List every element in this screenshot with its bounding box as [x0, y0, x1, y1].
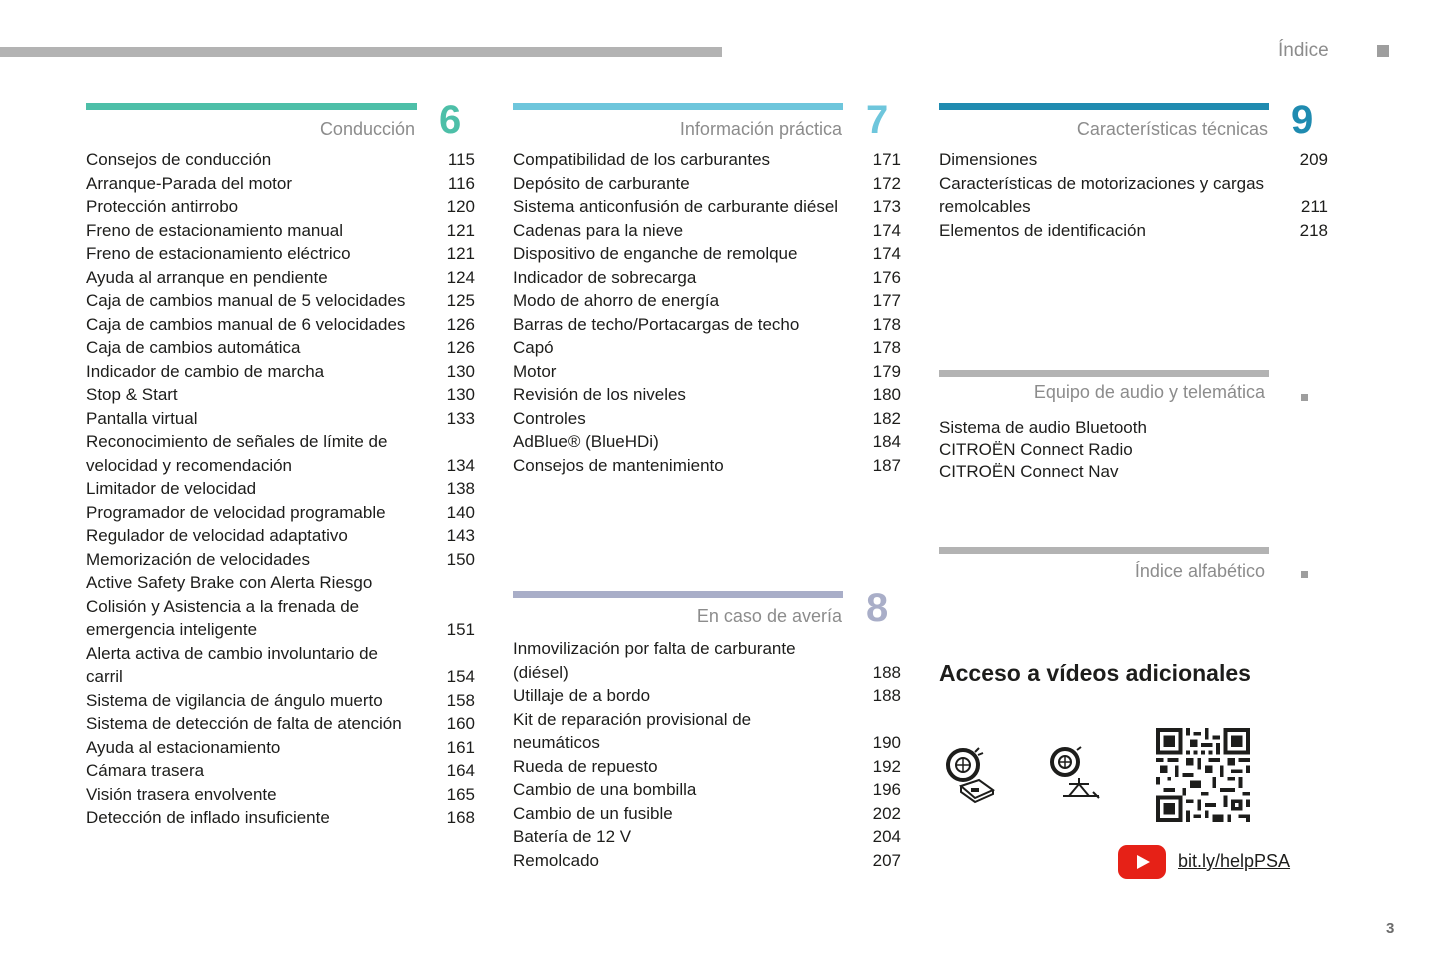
- section-7-title[interactable]: Información práctica: [679, 119, 842, 139]
- section-9-number: 9: [1291, 98, 1314, 142]
- toc-entry[interactable]: [86, 689, 475, 713]
- toc-entry[interactable]: [513, 383, 901, 407]
- toc-entry-label: Modo de ahorro de energía: [513, 291, 720, 310]
- videos-heading: Acceso a vídeos adicionales: [939, 660, 1251, 686]
- toc-entry[interactable]: [86, 548, 475, 572]
- toc-entry[interactable]: [86, 266, 475, 290]
- section-6-bar: [86, 103, 417, 110]
- toc-entry-page: 130: [446, 361, 475, 381]
- toc-entry-label: Detección de inflado insuficiente: [86, 808, 330, 827]
- toc-entry-label: Remolcado: [513, 850, 599, 870]
- toc-entry-page: 133: [446, 408, 475, 428]
- audio-section-bar: [939, 370, 1269, 377]
- audio-section-title[interactable]: Equipo de audio y telemática: [1033, 382, 1265, 402]
- toc-entry-page: 173: [872, 197, 901, 216]
- toc-entry-label: Consejos de conducción: [86, 150, 272, 169]
- toc-entry[interactable]: [939, 148, 1328, 172]
- toc-entry-label: Caja de cambios manual de 5 velocidades: [86, 291, 406, 310]
- toc-entry-label: Dispositivo de enganche de remolque: [513, 244, 798, 263]
- toc-entry-label: Depósito de carburante: [513, 173, 690, 193]
- toc-entry[interactable]: [86, 219, 475, 243]
- audio-item[interactable]: CITROËN Connect Nav: [939, 462, 1119, 481]
- toc-entry[interactable]: [513, 148, 901, 172]
- toc-entry[interactable]: [513, 684, 901, 708]
- toc-entry[interactable]: [86, 759, 475, 783]
- toc-entry-label: Indicador de cambio de marcha: [86, 361, 325, 381]
- toc-entry[interactable]: [513, 825, 901, 849]
- toc-entry-page: 188: [872, 686, 901, 705]
- toc-entry-label: Arranque-Parada del motor: [86, 173, 293, 193]
- toc-entry-page: 161: [446, 737, 475, 757]
- toc-entry-page: 151: [446, 620, 475, 639]
- toc-entry-page: 115: [447, 150, 475, 169]
- toc-entry-label: AdBlue® (BlueHDi): [513, 432, 659, 451]
- help-video-link[interactable]: bit.ly/helpPSA: [1178, 851, 1291, 871]
- toc-entry[interactable]: [86, 242, 475, 266]
- toc-entry-page: 179: [872, 361, 901, 381]
- toc-entry[interactable]: [513, 195, 901, 219]
- toc-entry[interactable]: [513, 708, 901, 755]
- header-bar: [0, 47, 722, 57]
- section-6-title[interactable]: Conducción: [319, 119, 415, 139]
- toc-entry-label: Capó: [513, 338, 554, 357]
- header-square-marker: [1377, 45, 1389, 57]
- toc-entry[interactable]: [939, 219, 1328, 243]
- toc-entry-page: 140: [446, 502, 475, 522]
- toc-entry[interactable]: [86, 571, 475, 642]
- toc-entry[interactable]: [86, 313, 475, 337]
- section-6-number: 6: [439, 98, 462, 142]
- audio-item[interactable]: CITROËN Connect Radio: [939, 440, 1133, 459]
- toc-entry-page: 154: [446, 667, 475, 686]
- toc-entry-label: Protección antirrobo: [86, 197, 239, 216]
- section-7-bar: [513, 103, 843, 110]
- toc-entry-label: Pantalla virtual: [86, 408, 198, 428]
- toc-entry-label: Regulador de velocidad adaptativo: [86, 526, 348, 545]
- toc-entry-label: Cambio de una bombilla: [513, 780, 697, 799]
- toc-entry-page: 164: [446, 761, 475, 780]
- section-8-number: 8: [866, 586, 889, 630]
- section-8-list: [513, 637, 901, 872]
- toc-entry[interactable]: [939, 172, 1328, 219]
- toc-entry-label: Revisión de los niveles: [513, 385, 686, 404]
- toc-entry-label: Active Safety Brake con Alerta Riesgo Colisión y Asistencia a la frenada de emergencia inteligente: [86, 573, 373, 639]
- toc-entry-label: Cambio de un fusible: [513, 803, 673, 823]
- toc-entry-label: Sistema anticonfusión de carburante diésel: [513, 197, 839, 216]
- toc-entry-page: 192: [872, 756, 901, 776]
- toc-entry[interactable]: [86, 407, 475, 431]
- toc-entry-page: 171: [872, 150, 901, 169]
- toc-entry[interactable]: [513, 430, 901, 454]
- toc-entry-page: 178: [872, 314, 901, 334]
- qr-code-icon[interactable]: [1156, 728, 1250, 822]
- toc-entry-page: 177: [872, 291, 901, 310]
- alpha-index-title[interactable]: Índice alfabético: [1134, 561, 1265, 581]
- toc-entry-label: Kit de reparación provisional de neumáticos: [513, 709, 752, 752]
- toc-entry-label: Motor: [513, 361, 557, 381]
- toc-entry[interactable]: [86, 289, 475, 313]
- toc-entry-label: Dimensiones: [939, 150, 1038, 169]
- toc-entry[interactable]: [86, 148, 475, 172]
- audio-section-marker: [1301, 394, 1308, 401]
- toc-entry[interactable]: [86, 736, 475, 760]
- toc-entry[interactable]: [86, 783, 475, 807]
- toc-entry-page: 218: [1299, 220, 1328, 240]
- toc-entry[interactable]: [513, 360, 901, 384]
- toc-entry[interactable]: [513, 242, 901, 266]
- toc-entry-page: 121: [446, 220, 475, 240]
- toc-entry-page: 130: [446, 385, 475, 404]
- alpha-index-bar: [939, 547, 1269, 554]
- toc-entry[interactable]: [86, 195, 475, 219]
- toc-entry[interactable]: [513, 172, 901, 196]
- toc-entry-page: 143: [446, 526, 475, 545]
- alpha-index-marker: [1301, 571, 1308, 578]
- toc-entry-label: Batería de 12 V: [513, 827, 632, 846]
- toc-entry-page: 121: [446, 244, 475, 263]
- toc-entry-page: 180: [872, 385, 901, 404]
- toc-entry-label: Controles: [513, 408, 586, 428]
- toc-entry[interactable]: [86, 806, 475, 830]
- toc-entry[interactable]: [513, 637, 901, 684]
- toc-entry-label: Indicador de sobrecarga: [513, 267, 697, 287]
- page-title: Índice: [1278, 40, 1329, 61]
- toc-entry[interactable]: [86, 383, 475, 407]
- toc-entry[interactable]: [513, 266, 901, 290]
- toc-entry-label: Visión trasera envolvente: [86, 784, 277, 804]
- toc-entry-label: Ayuda al arranque en pendiente: [86, 267, 328, 287]
- toc-entry-page: 126: [446, 338, 475, 357]
- toc-entry-page: 188: [872, 662, 901, 682]
- toc-entry-page: 134: [446, 455, 475, 475]
- toc-entry-label: Características de motorizaciones y cargas remolcables: [939, 173, 1265, 216]
- toc-entry-label: Barras de techo/Portacargas de techo: [513, 314, 800, 334]
- section-8-bar: [513, 591, 843, 598]
- toc-entry-label: Rueda de repuesto: [513, 756, 658, 776]
- toc-entry[interactable]: [513, 407, 901, 431]
- toc-entry[interactable]: [86, 430, 475, 477]
- toc-entry-page: 168: [446, 808, 475, 827]
- section-9-bar: [939, 103, 1269, 110]
- youtube-icon[interactable]: [1118, 845, 1166, 879]
- toc-entry[interactable]: [86, 501, 475, 525]
- toc-entry-page: 165: [446, 784, 475, 804]
- toc-entry-label: Sistema de detección de falta de atención: [86, 714, 402, 733]
- toc-entry-label: Cámara trasera: [86, 761, 205, 780]
- toc-entry-page: 124: [446, 267, 475, 287]
- toc-entry[interactable]: [513, 289, 901, 313]
- spare-wheel-jack-icon[interactable]: [1047, 746, 1103, 804]
- toc-entry[interactable]: [513, 802, 901, 826]
- toc-entry[interactable]: [86, 360, 475, 384]
- toc-entry[interactable]: [86, 172, 475, 196]
- audio-section-list: [939, 417, 1147, 483]
- toc-entry-page: 190: [872, 733, 901, 752]
- toc-entry[interactable]: [86, 642, 475, 689]
- toc-entry-label: Compatibilidad de los carburantes: [513, 150, 771, 169]
- section-9-title[interactable]: Características técnicas: [1076, 119, 1268, 139]
- toc-entry-page: 174: [872, 220, 901, 240]
- toc-entry-label: Caja de cambios manual de 6 velocidades: [86, 314, 406, 334]
- toc-entry-page: 120: [446, 197, 475, 216]
- toc-entry[interactable]: [86, 477, 475, 501]
- section-6-list: [86, 148, 475, 830]
- section-7-list: [513, 148, 901, 477]
- toc-entry[interactable]: [513, 454, 901, 478]
- toc-entry-label: Alerta activa de cambio involuntario de carril: [86, 643, 378, 686]
- toc-entry-page: 116: [447, 173, 475, 193]
- toc-entry-page: 202: [872, 803, 901, 823]
- toc-entry-page: 126: [446, 314, 475, 334]
- section-9-list: [939, 148, 1328, 242]
- toc-entry-label: Utillaje de a bordo: [513, 686, 651, 705]
- toc-entry-label: Freno de estacionamiento eléctrico: [86, 244, 351, 263]
- toc-entry-page: 174: [872, 244, 901, 263]
- toc-entry-page: 207: [872, 850, 901, 870]
- toc-entry-label: Programador de velocidad programable: [86, 502, 386, 522]
- toc-entry-page: 160: [446, 714, 475, 733]
- toc-entry-label: Elementos de identificación: [939, 220, 1146, 240]
- toc-entry-label: Stop & Start: [86, 385, 178, 404]
- toc-entry-label: Reconocimiento de señales de límite de velocidad y recomendación: [86, 432, 388, 475]
- toc-entry-label: Limitador de velocidad: [86, 479, 257, 498]
- toc-entry-label: Caja de cambios automática: [86, 338, 301, 357]
- audio-item[interactable]: Sistema de audio Bluetooth: [939, 418, 1147, 437]
- toc-entry-page: 176: [872, 267, 901, 287]
- toc-entry-page: 184: [872, 432, 901, 451]
- toc-entry-label: Ayuda al estacionamiento: [86, 737, 281, 757]
- page-number: 3: [1386, 920, 1395, 937]
- toc-entry-label: Cadenas para la nieve: [513, 220, 684, 240]
- toc-entry-page: 125: [446, 291, 475, 310]
- toc-entry-page: 196: [872, 780, 901, 799]
- toc-entry-page: 182: [872, 408, 901, 428]
- toc-entry[interactable]: [513, 849, 901, 873]
- toc-entry-page: 211: [1300, 197, 1328, 216]
- toc-entry[interactable]: [86, 712, 475, 736]
- toc-entry-label: Inmovilización por falta de carburante (diésel): [513, 639, 796, 682]
- toc-entry-page: 178: [872, 338, 901, 357]
- toc-entry[interactable]: [86, 336, 475, 360]
- toc-entry-label: Freno de estacionamiento manual: [86, 220, 344, 240]
- toc-entry-page: 172: [872, 173, 901, 193]
- toc-entry[interactable]: [513, 755, 901, 779]
- tire-repair-kit-icon[interactable]: [943, 746, 995, 804]
- section-8-title[interactable]: En caso de avería: [696, 606, 842, 626]
- toc-entry[interactable]: [513, 336, 901, 360]
- toc-entry[interactable]: [513, 778, 901, 802]
- toc-entry[interactable]: [86, 524, 475, 548]
- toc-entry-label: Memorización de velocidades: [86, 549, 310, 569]
- toc-entry-page: 158: [446, 690, 475, 710]
- toc-entry-label: Consejos de mantenimiento: [513, 455, 724, 475]
- toc-entry-page: 138: [446, 479, 475, 498]
- toc-entry[interactable]: [513, 313, 901, 337]
- toc-entry[interactable]: [513, 219, 901, 243]
- section-7-number: 7: [866, 98, 889, 142]
- toc-entry-page: 204: [872, 827, 901, 846]
- toc-entry-page: 209: [1299, 150, 1328, 169]
- toc-entry-label: Sistema de vigilancia de ángulo muerto: [86, 690, 383, 710]
- toc-entry-page: 187: [872, 455, 901, 475]
- toc-entry-page: 150: [446, 549, 475, 569]
